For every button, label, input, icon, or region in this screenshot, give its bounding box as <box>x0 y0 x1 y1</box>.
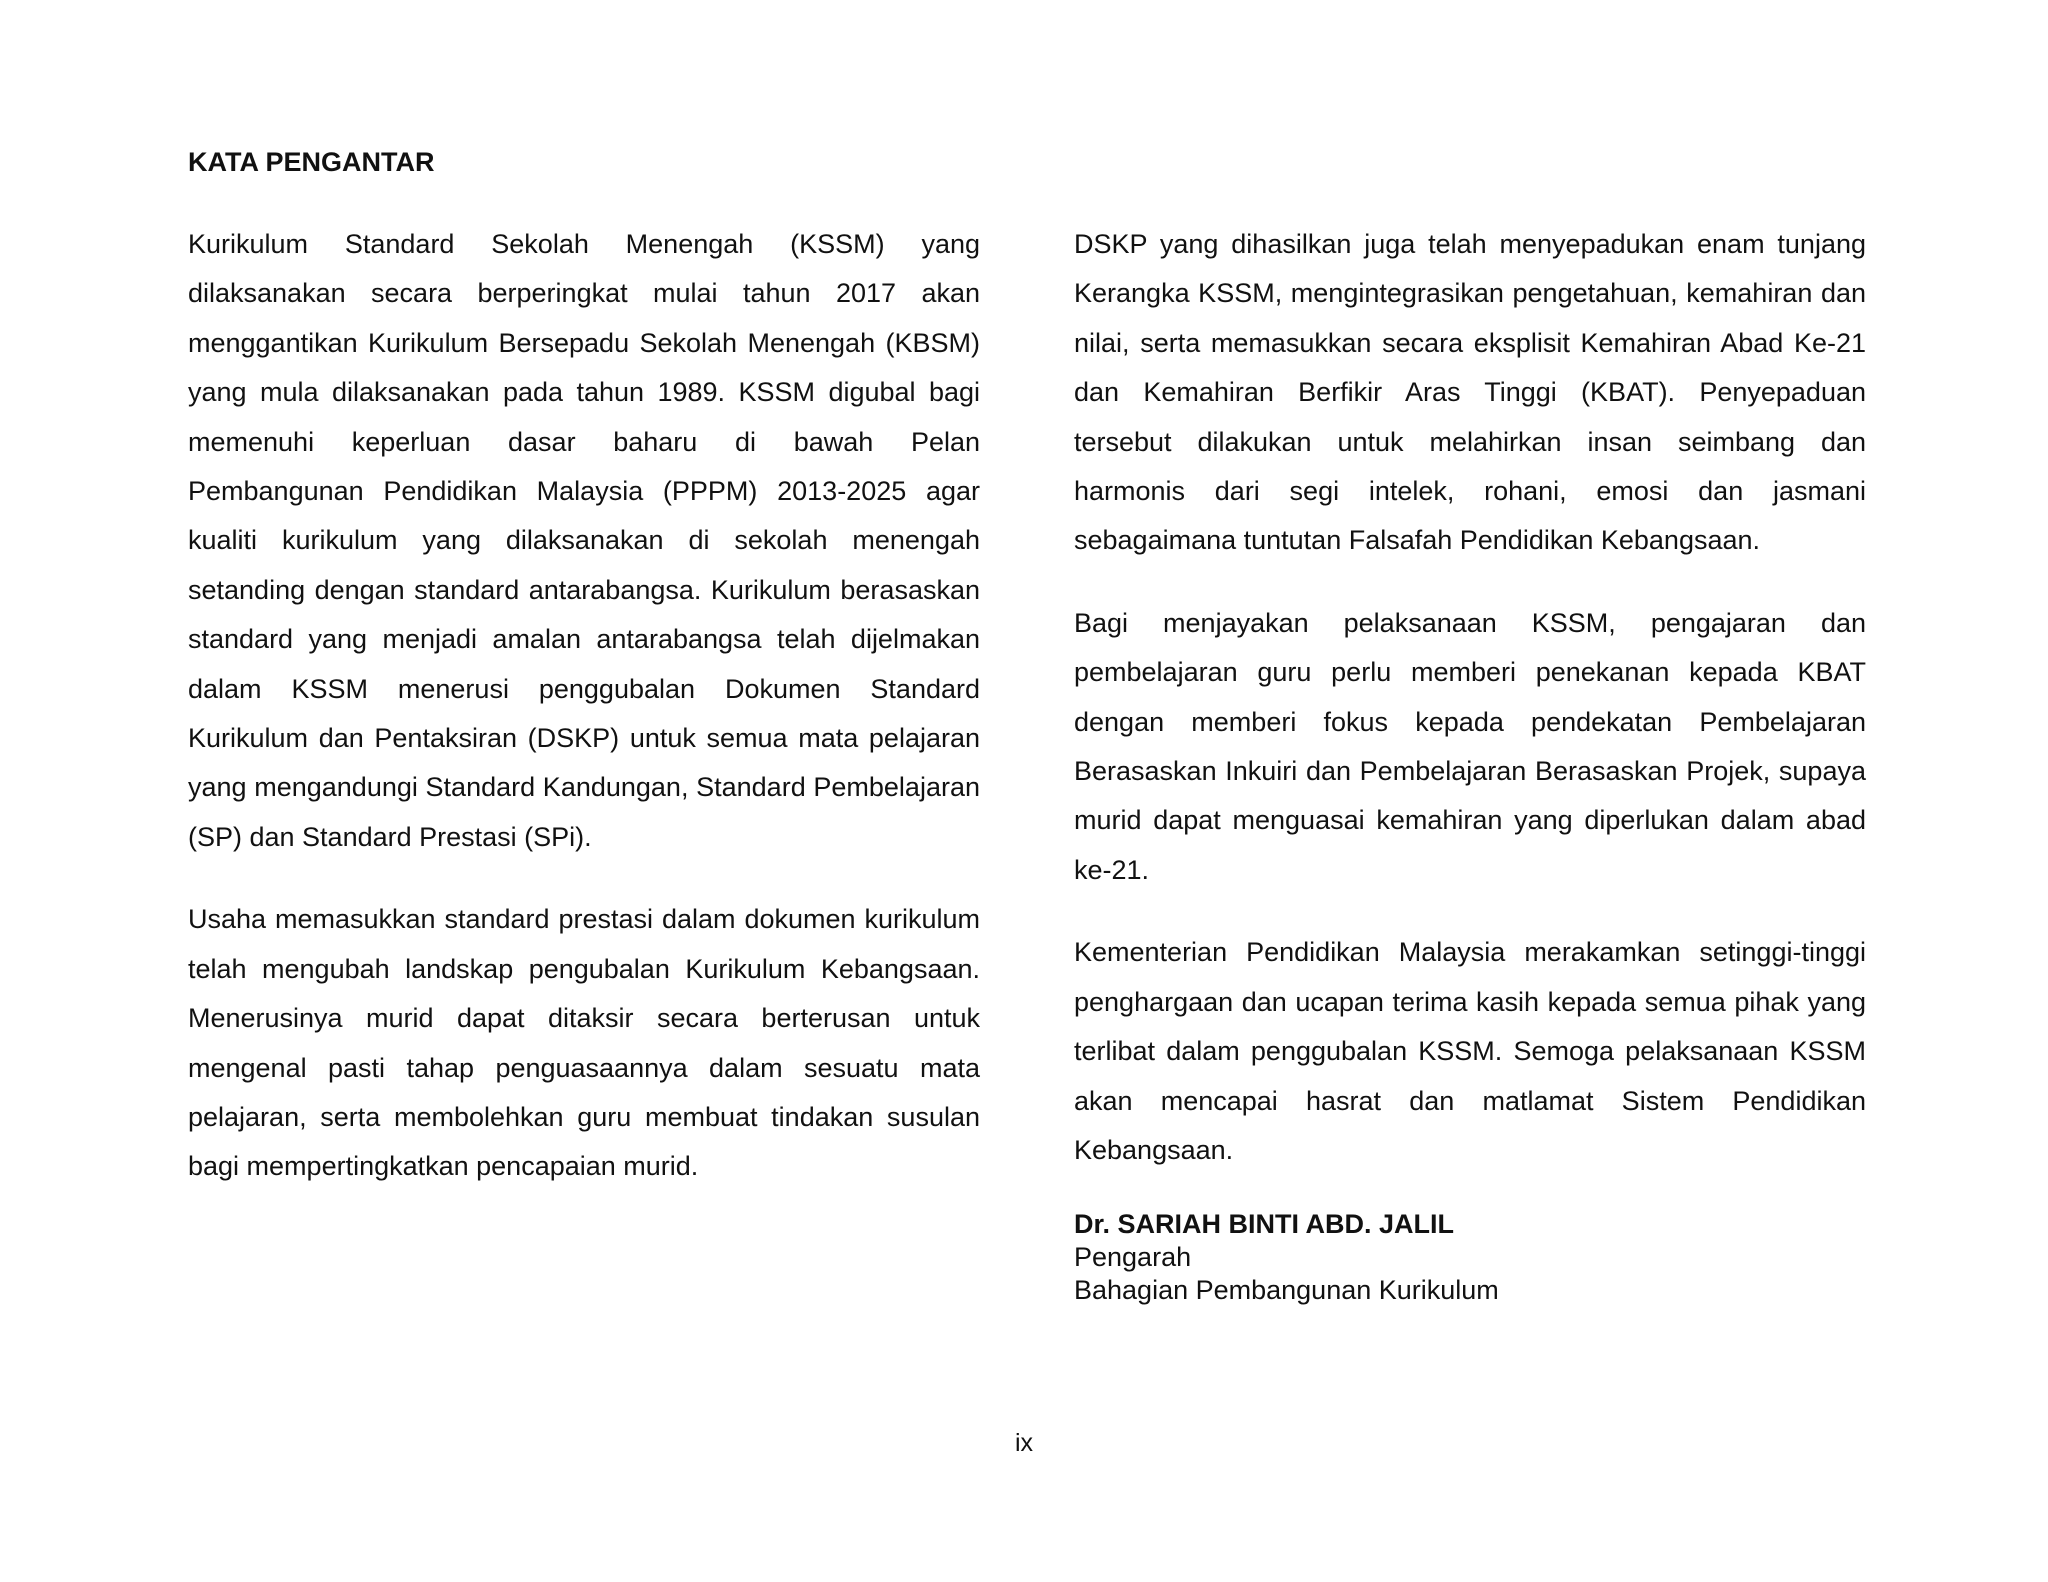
page-number: ix <box>1014 1429 1034 1457</box>
left-column <box>188 220 980 1225</box>
signatory-title: Pengarah <box>1074 1242 1192 1273</box>
signatory-name: Dr. SARIAH BINTI ABD. JALIL <box>1074 1209 1455 1240</box>
paragraph-kssm-introduction: Kurikulum Standard Sekolah Menengah (KSSM) yang dilaksanakan secara berperingkat mulai tahun 2017 akan menggantikan Kurikulum Bersepadu Sekolah Menengah (KBSM) yang mula dilaksanakan pada tahun 1989. KSSM digubal bagi memenuhi keperluan dasar baharu di bawah Pelan Pembangunan Pendidikan Malaysia (PPPM) 2013-2025 agar kualiti kurikulum yang dilaksanakan di sekolah menengah setanding dengan standard antarabangsa. Kurikulum berasaskan standard yang menjadi amalan antarabangsa telah dijelmakan dalam KSSM menerusi penggubalan Dokumen Standard Kurikulum dan Pentaksiran (DSKP) untuk semua mata pelajaran yang mengandungi Standard Kandungan, Standard Pembelajaran (SP) dan Standard Prestasi (SPi). <box>188 229 980 852</box>
paragraph-dskp-integration: DSKP yang dihasilkan juga telah menyepadukan enam tunjang Kerangka KSSM, mengintegrasikan pengetahuan, kemahiran dan nilai, serta memasukkan secara eksplisit Kemahiran Abad Ke-21 dan Kemahiran Berfikir Aras Tinggi (KBAT). Penyepaduan tersebut dilakukan untuk melahirkan insan seimbang dan harmonis dari segi intelek, rohani, emosi dan jasmani sebagaimana tuntutan Falsafah Pendidikan Kebangsaan. <box>1074 229 1866 556</box>
signatory-department: Bahagian Pembangunan Kurikulum <box>1074 1275 1499 1306</box>
page-title: KATA PENGANTAR <box>188 147 435 177</box>
right-column <box>1074 220 1866 1307</box>
signature-block <box>1074 1208 1866 1307</box>
paragraph-acknowledgement: Kementerian Pendidikan Malaysia merakamkan setinggi-tinggi penghargaan dan ucapan terima kasih kepada semua pihak yang terlibat dalam penggubalan KSSM. Semoga pelaksanaan KSSM akan mencapai hasrat dan matlamat Sistem Pendidikan Kebangsaan. <box>1074 937 1866 1165</box>
paragraph-standard-prestasi: Usaha memasukkan standard prestasi dalam dokumen kurikulum telah mengubah landskap pengubalan Kurikulum Kebangsaan. Menerusinya murid dapat ditaksir secara berterusan untuk mengenal pasti tahap penguasaannya dalam sesuatu mata pelajaran, serta membolehkan guru membuat tindakan susulan bagi mempertingkatkan pencapaian murid. <box>188 904 980 1182</box>
paragraph-kbat-teaching: Bagi menjayakan pelaksanaan KSSM, pengajaran dan pembelajaran guru perlu memberi penekanan kepada KBAT dengan memberi fokus kepada pendekatan Pembelajaran Berasaskan Inkuiri dan Pembelajaran Berasaskan Projek, supaya murid dapat menguasai kemahiran yang diperlukan dalam abad ke-21. <box>1074 607 1866 885</box>
